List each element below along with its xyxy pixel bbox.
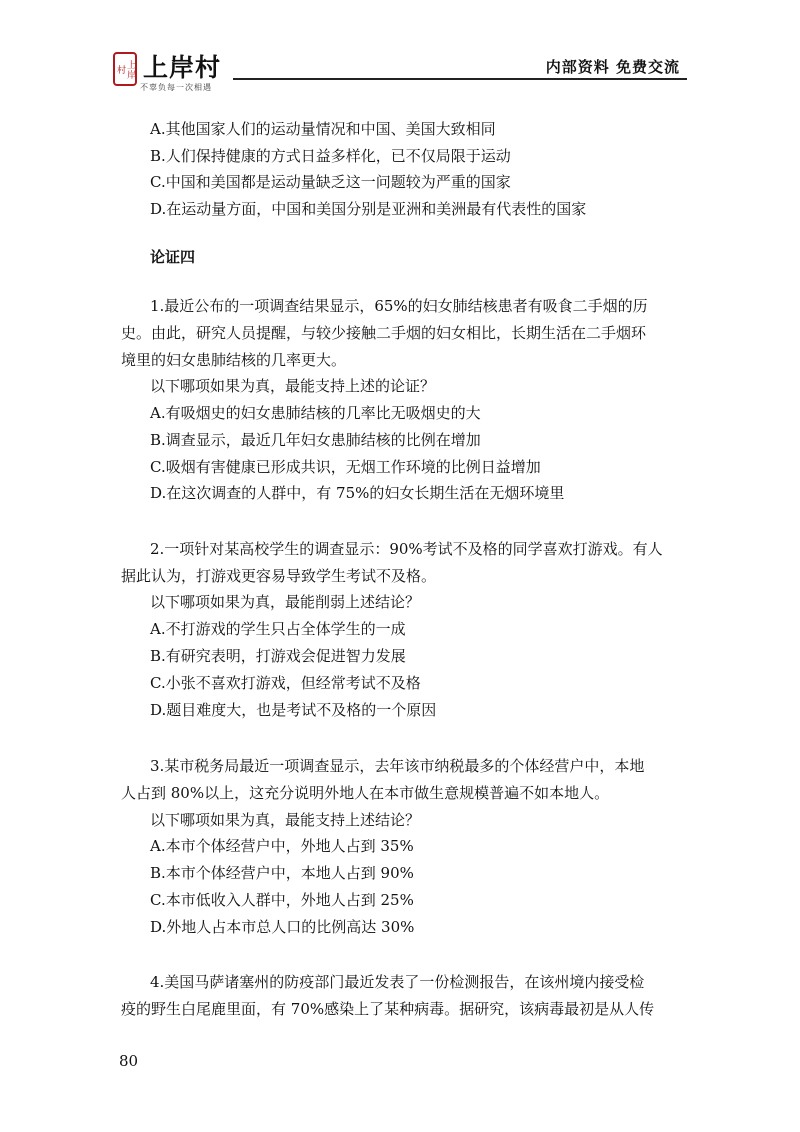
section-title: 论证四 <box>150 248 196 266</box>
option-line: B.调查显示，最近几年妇女患肺结核的比例在增加 <box>150 431 481 449</box>
option-line: C.本市低收入人群中，外地人占到 25% <box>150 891 414 909</box>
question-stem-line: 1.最近公布的一项调查结果显示，65%的妇女肺结核患者有吸食二手烟的历 <box>150 297 648 315</box>
question-prompt: 以下哪项如果为真，最能支持上述结论？ <box>150 811 421 829</box>
question-stem-line: 人占到 80%以上，这充分说明外地人在本市做生意规模普遍不如本地人。 <box>121 784 610 802</box>
option-line: A.其他国家人们的运动量情况和中国、美国大致相同 <box>150 120 496 138</box>
question-stem-line: 3.某市税务局最近一项调查显示，去年该市纳税最多的个体经营户中，本地 <box>150 757 645 775</box>
option-line: D.在运动量方面，中国和美国分别是亚洲和美洲最有代表性的国家 <box>150 200 587 218</box>
option-line: D.外地人占本市总人口的比例高达 30% <box>150 918 415 936</box>
option-line: D.题目难度大，也是考试不及格的一个原因 <box>150 701 437 719</box>
question-stem-line: 境里的妇女患肺结核的几率更大。 <box>121 351 347 369</box>
question-prompt: 以下哪项如果为真，最能削弱上述结论？ <box>150 593 421 611</box>
header-divider <box>233 78 687 80</box>
question-stem-line: 疫的野生白尾鹿里面，有 70%感染上了某种病毒。据研究，该病毒最初是从人传 <box>121 1000 655 1018</box>
option-line: C.中国和美国都是运动量缺乏这一问题较为严重的国家 <box>150 173 511 191</box>
logo-slogan: 不辜负每一次相遇 <box>140 83 212 92</box>
logo-seal-icon: 上岸村 <box>113 52 137 86</box>
page-header <box>0 0 800 110</box>
option-line: B.本市个体经营户中，本地人占到 90% <box>150 864 414 882</box>
option-line: B.人们保持健康的方式日益多样化，已不仅局限于运动 <box>150 147 511 165</box>
question-prompt: 以下哪项如果为真，最能支持上述的论证？ <box>150 377 436 395</box>
option-line: C.吸烟有害健康已形成共识，无烟工作环境的比例日益增加 <box>150 458 541 476</box>
question-stem-line: 史。由此，研究人员提醒，与较少接触二手烟的妇女相比，长期生活在二手烟环 <box>121 324 647 342</box>
option-line: A.不打游戏的学生只占全体学生的一成 <box>150 620 406 638</box>
option-line: A.有吸烟史的妇女患肺结核的几率比无吸烟史的大 <box>150 404 481 422</box>
question-stem-line: 2.一项针对某高校学生的调查显示：90%考试不及格的同学喜欢打游戏。有人 <box>150 540 663 558</box>
logo-name: 上岸村 <box>143 53 222 82</box>
option-line: A.本市个体经营户中，外地人占到 35% <box>150 837 414 855</box>
option-line: C.小张不喜欢打游戏，但经常考试不及格 <box>150 674 421 692</box>
option-line: D.在这次调查的人群中，有 75%的妇女长期生活在无烟环境里 <box>150 484 565 502</box>
question-stem-line: 据此认为，打游戏更容易导致学生考试不及格。 <box>121 567 437 585</box>
header-tag: 内部资料 免费交流 <box>545 58 680 76</box>
page-number: 80 <box>119 1052 139 1070</box>
question-stem-line: 4.美国马萨诸塞州的防疫部门最近发表了一份检测报告，在该州境内接受检 <box>150 973 645 991</box>
option-line: B.有研究表明，打游戏会促进智力发展 <box>150 647 406 665</box>
